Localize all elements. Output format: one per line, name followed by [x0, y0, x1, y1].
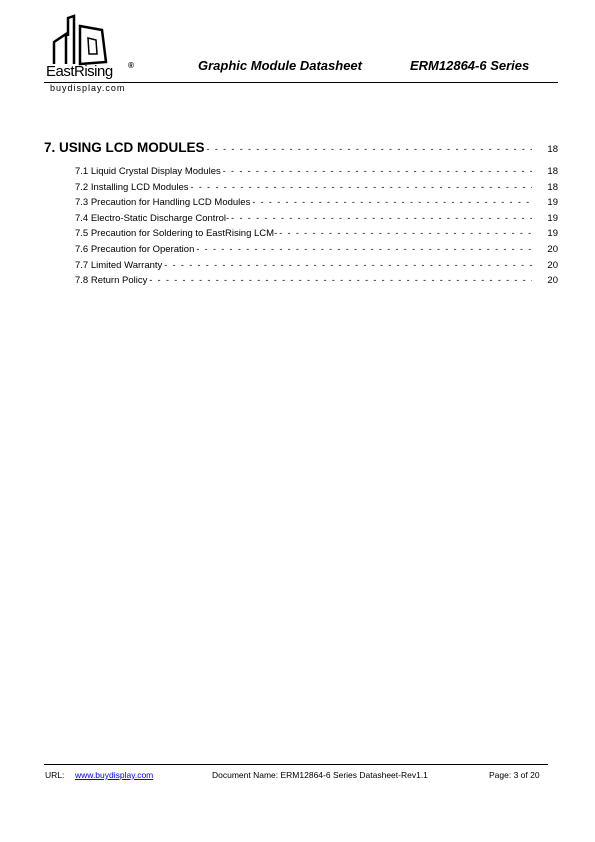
- toc-leader-dots: [205, 144, 532, 154]
- toc-section-label: 7. USING LCD MODULES: [44, 140, 205, 155]
- toc-item-label: 7.8 Return Policy: [75, 275, 148, 287]
- toc-item-page: 20: [547, 243, 558, 255]
- toc-item-page: 18: [547, 166, 558, 177]
- toc-item-label: 7.6 Precaution for Operation: [75, 243, 195, 255]
- toc-leader-dots: [229, 213, 532, 223]
- toc-item-page: 20: [547, 259, 558, 271]
- toc-item-label: 7.7 Limited Warranty: [75, 259, 163, 271]
- toc-section-7[interactable]: [44, 140, 558, 158]
- toc-item-page: 19: [547, 212, 558, 224]
- eastrising-logo: [44, 14, 144, 96]
- toc-item-label: 7.4 Electro-Static Discharge Control-: [75, 212, 230, 224]
- footer-url-link[interactable]: www.buydisplay.com: [75, 770, 154, 780]
- toc-item-label: 7.2 Installing LCD Modules: [75, 181, 189, 193]
- document-title: Graphic Module Datasheet: [198, 58, 362, 73]
- logo-mark-icon: [44, 14, 114, 66]
- toc-item-label: 7.3 Precaution for Handling LCD Modules: [75, 197, 251, 209]
- toc-item-label: 7.1 Liquid Crystal Display Modules: [75, 166, 221, 177]
- document-series: ERM12864-6 Series: [410, 58, 530, 73]
- toc-item-7-7[interactable]: [44, 260, 558, 276]
- toc-item-page: 20: [547, 275, 558, 287]
- toc-item-7-2[interactable]: [44, 182, 558, 198]
- toc-item-page: 19: [547, 228, 558, 240]
- toc-section-page: 18: [547, 144, 558, 155]
- footer-document-name: Document Name: ERM12864-6 Series Datasheet-Rev1.1: [212, 770, 428, 780]
- footer-page-number: Page: 3 of 20: [489, 770, 540, 780]
- logo-url-text: buydisplay.com: [50, 83, 126, 93]
- toc-item-label: 7.5 Precaution for Soldering to EastRising LCM-: [75, 228, 278, 240]
- toc-leader-dots: [162, 260, 532, 270]
- footer-divider: [44, 764, 548, 765]
- table-of-contents: [44, 140, 558, 291]
- toc-leader-dots: [194, 244, 532, 254]
- toc-item-page: 19: [547, 197, 558, 209]
- toc-leader-dots: [189, 182, 532, 192]
- footer-url-label: URL:: [45, 770, 65, 780]
- toc-item-7-3[interactable]: [44, 197, 558, 213]
- toc-item-7-6[interactable]: [44, 244, 558, 260]
- toc-leader-dots: [221, 166, 532, 176]
- header-divider: [44, 82, 558, 83]
- toc-item-7-4[interactable]: [44, 213, 558, 229]
- toc-leader-dots: [277, 228, 532, 238]
- toc-leader-dots: [147, 275, 532, 285]
- toc-item-7-1[interactable]: [44, 166, 558, 182]
- toc-item-page: 18: [547, 181, 558, 193]
- registered-mark: ®: [128, 61, 134, 70]
- toc-leader-dots: [250, 197, 532, 207]
- toc-item-7-5[interactable]: [44, 228, 558, 244]
- toc-item-7-8[interactable]: [44, 275, 558, 291]
- logo-brand-text: EastRising: [46, 63, 113, 80]
